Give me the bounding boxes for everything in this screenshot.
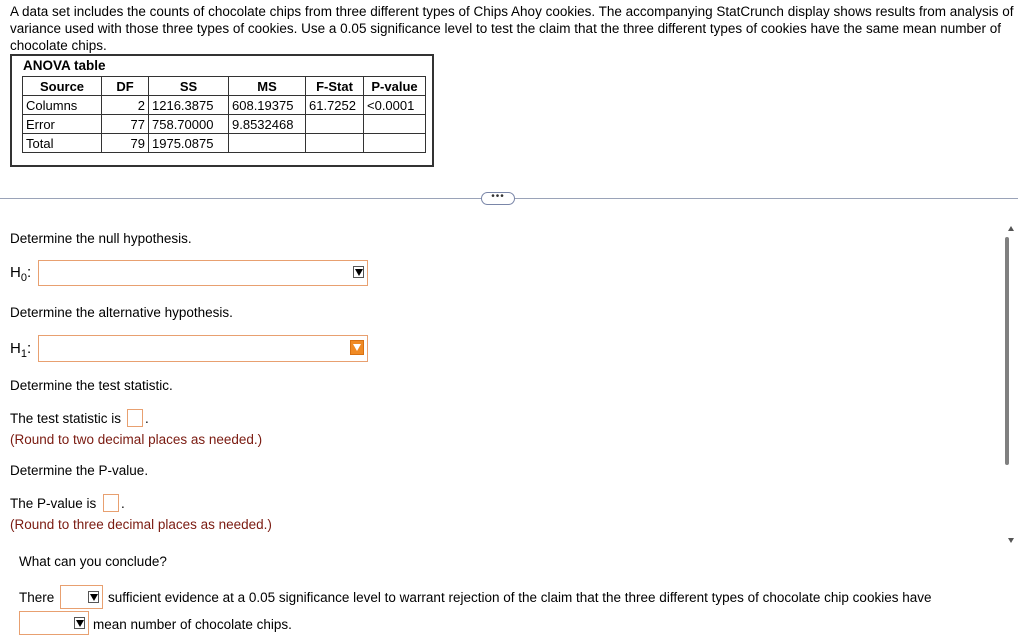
chevron-down-icon[interactable] bbox=[74, 617, 85, 629]
test-statistic-period: . bbox=[145, 411, 149, 426]
h-subscript: 1 bbox=[20, 348, 27, 360]
test-statistic-rounding-note: (Round to two decimal places as needed.) bbox=[10, 432, 263, 447]
cell-ss: 758.70000 bbox=[149, 115, 229, 134]
header-df: DF bbox=[102, 77, 149, 96]
problem-statement: A data set includes the counts of chocolate chips from three different types of Chips Ahoy cookies. The accompanying StatCrunch display shows results from analysis of variance used with those three types of cookies. Use a 0.05 significance level to test the claim that the three different types of cookies have the same mean number of chocolate chips. bbox=[10, 4, 1014, 53]
test-statistic-prompt: Determine the test statistic. bbox=[10, 378, 173, 393]
cell-ss: 1216.3875 bbox=[149, 96, 229, 115]
test-statistic-label: The test statistic is bbox=[10, 411, 122, 426]
table-row bbox=[23, 96, 426, 115]
chevron-down-icon[interactable] bbox=[88, 591, 99, 603]
p-value-period: . bbox=[121, 496, 125, 511]
more-options-button[interactable]: ••• bbox=[481, 192, 515, 205]
cell-df: 79 bbox=[102, 134, 149, 153]
null-hypothesis-prompt: Determine the null hypothesis. bbox=[10, 231, 192, 246]
header-source: Source bbox=[23, 77, 102, 96]
p-value-input[interactable] bbox=[103, 494, 119, 512]
null-hypothesis-symbol bbox=[10, 264, 31, 284]
scroll-up-arrow-icon[interactable] bbox=[1008, 226, 1014, 231]
cell-pvalue bbox=[364, 134, 426, 153]
header-ms: MS bbox=[229, 77, 306, 96]
p-value-rounding-note: (Round to three decimal places as needed.) bbox=[10, 517, 272, 532]
anova-table bbox=[22, 76, 426, 153]
null-hypothesis-dropdown[interactable] bbox=[38, 260, 368, 286]
header-fstat: F-Stat bbox=[306, 77, 364, 96]
scrollbar-thumb[interactable] bbox=[1005, 237, 1009, 465]
conclusion-sentence-1: sufficient evidence at a 0.05 significance level to warrant rejection of the claim that the three different types of chocolate chip cookies have bbox=[108, 590, 932, 605]
cell-pvalue bbox=[364, 115, 426, 134]
cell-source: Columns bbox=[23, 96, 102, 115]
alternative-hypothesis-symbol bbox=[10, 340, 31, 360]
p-value-label: The P-value is bbox=[10, 496, 97, 511]
anova-header-row bbox=[23, 77, 426, 96]
conclusion-prompt: What can you conclude? bbox=[19, 554, 167, 569]
h-colon: : bbox=[26, 340, 32, 357]
cell-fstat bbox=[306, 134, 364, 153]
h-colon: : bbox=[26, 264, 32, 281]
anova-title: ANOVA table bbox=[23, 58, 106, 73]
cell-df: 77 bbox=[102, 115, 149, 134]
h-letter: H bbox=[10, 340, 21, 357]
table-row bbox=[23, 134, 426, 153]
table-row bbox=[23, 115, 426, 134]
alternative-hypothesis-dropdown[interactable] bbox=[38, 335, 368, 362]
cell-source: Error bbox=[23, 115, 102, 134]
cell-ms: 608.19375 bbox=[229, 96, 306, 115]
cell-fstat bbox=[306, 115, 364, 134]
cell-ms: 9.8532468 bbox=[229, 115, 306, 134]
cell-df: 2 bbox=[102, 96, 149, 115]
p-value-prompt: Determine the P-value. bbox=[10, 463, 149, 478]
chevron-down-icon[interactable] bbox=[353, 266, 364, 278]
conclusion-there: There bbox=[19, 590, 55, 605]
cell-pvalue: <0.0001 bbox=[364, 96, 426, 115]
scroll-down-arrow-icon[interactable] bbox=[1008, 538, 1014, 543]
cell-ss: 1975.0875 bbox=[149, 134, 229, 153]
cell-ms bbox=[229, 134, 306, 153]
test-statistic-input[interactable] bbox=[127, 409, 143, 427]
cell-source: Total bbox=[23, 134, 102, 153]
conclusion-sentence-2: mean number of chocolate chips. bbox=[93, 617, 292, 632]
alternative-hypothesis-prompt: Determine the alternative hypothesis. bbox=[10, 305, 233, 320]
header-ss: SS bbox=[149, 77, 229, 96]
h-letter: H bbox=[10, 264, 21, 281]
evidence-dropdown[interactable] bbox=[60, 585, 103, 609]
h-subscript: 0 bbox=[20, 272, 27, 284]
cell-fstat: 61.7252 bbox=[306, 96, 364, 115]
header-pvalue: P-value bbox=[364, 77, 426, 96]
chevron-down-icon[interactable] bbox=[350, 340, 364, 355]
same-different-dropdown[interactable] bbox=[19, 611, 89, 635]
